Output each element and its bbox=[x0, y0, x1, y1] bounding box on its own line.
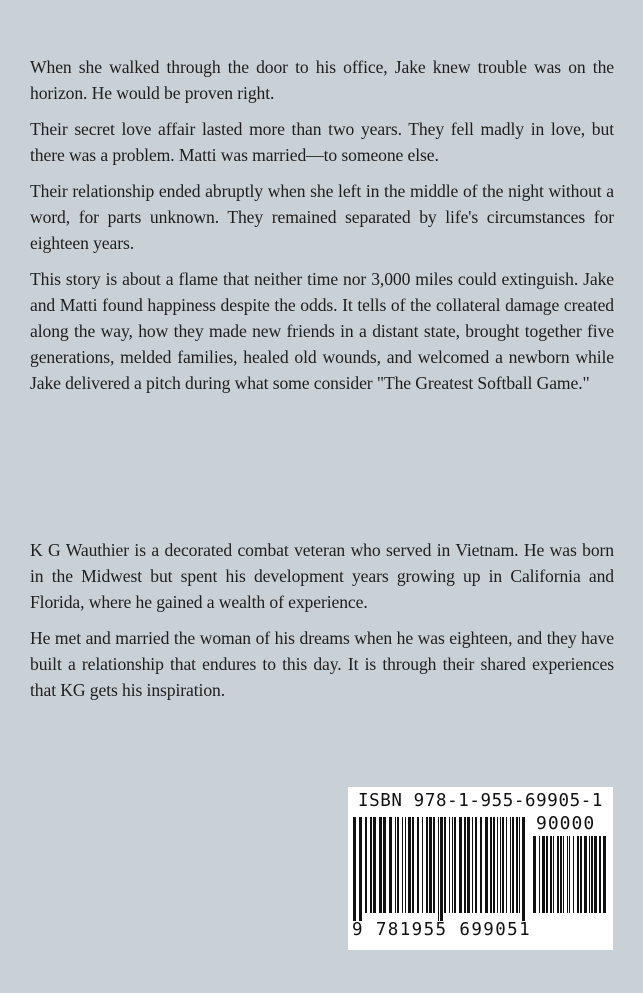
barcode-bar bbox=[580, 836, 582, 913]
barcode-bar bbox=[500, 817, 501, 913]
barcode-bar bbox=[459, 817, 462, 913]
barcode-bar bbox=[573, 836, 574, 913]
barcode-bar bbox=[594, 836, 597, 913]
barcode-bar bbox=[490, 817, 492, 913]
blurb-paragraph: Their secret love affair lasted more than two years. They fell madly in love, but there was a problem. Matti was married—to someone else. bbox=[30, 119, 614, 165]
ean-digits: 9 781955 699051 bbox=[352, 920, 532, 940]
barcode-bar bbox=[383, 817, 386, 913]
barcode-bar bbox=[397, 817, 399, 913]
barcode-bar bbox=[472, 817, 473, 913]
barcode-bar bbox=[506, 817, 507, 913]
back-cover-blurb bbox=[30, 54, 614, 406]
barcode-bar bbox=[502, 817, 504, 913]
barcode-bar bbox=[444, 817, 446, 913]
barcode-bar bbox=[569, 836, 570, 913]
barcode-bar bbox=[591, 836, 593, 913]
barcode-bar bbox=[603, 836, 606, 913]
barcode-bar bbox=[512, 817, 514, 913]
barcode-bar bbox=[542, 836, 545, 913]
barcode-bar bbox=[497, 817, 498, 913]
barcode-bar bbox=[402, 817, 403, 913]
price-code: 90000 bbox=[536, 813, 596, 834]
barcode-bar bbox=[493, 817, 495, 913]
barcode-bar bbox=[417, 817, 419, 913]
barcode-bar bbox=[557, 836, 559, 913]
barcode-bar bbox=[475, 817, 477, 913]
barcode-bar bbox=[546, 836, 548, 913]
barcode-bar bbox=[370, 817, 372, 913]
barcode-bar bbox=[379, 817, 382, 913]
barcode-bar bbox=[584, 836, 587, 913]
barcode-bar bbox=[533, 836, 536, 913]
isbn-label: ISBN 978-1-955-69905-1 bbox=[358, 791, 603, 811]
barcode-bar bbox=[464, 817, 466, 913]
bio-paragraph: He met and married the woman of his dreams when he was eighteen, and they have built a relationship that endures to this day. It is through their shared experiences that KG gets his inspiration. bbox=[30, 628, 614, 700]
barcode-bar bbox=[405, 817, 406, 913]
barcode-bar bbox=[408, 817, 411, 913]
barcode-bar bbox=[567, 836, 568, 913]
barcode-bar bbox=[516, 817, 518, 913]
barcode-bar bbox=[440, 817, 443, 921]
isbn-barcode bbox=[348, 787, 613, 950]
barcode-bar bbox=[510, 817, 511, 913]
barcode-bar bbox=[519, 817, 520, 913]
barcode-bar bbox=[480, 817, 482, 913]
barcode-bar bbox=[359, 817, 362, 921]
barcode-bar bbox=[563, 836, 564, 913]
barcode-bar bbox=[412, 817, 414, 913]
barcode-bar bbox=[577, 836, 579, 913]
barcode-bar bbox=[365, 817, 367, 913]
barcode-bar bbox=[449, 817, 450, 913]
barcode-bar bbox=[522, 817, 525, 921]
barcode-bar bbox=[553, 836, 554, 913]
barcode-bar bbox=[433, 817, 435, 913]
barcode-bar bbox=[426, 817, 428, 913]
barcode-bar bbox=[389, 817, 392, 913]
barcode-bar bbox=[560, 836, 562, 913]
blurb-paragraph: Their relationship ended abruptly when she left in the middle of the night without a word, for parts unknown. They remained separated by life's circumstances for eighteen years. bbox=[30, 181, 614, 253]
barcode-bar bbox=[438, 817, 439, 921]
barcode-bar bbox=[353, 817, 356, 921]
author-bio bbox=[30, 537, 614, 713]
barcode-bar bbox=[452, 817, 453, 913]
blurb-paragraph: This story is about a flame that neither time nor 3,000 miles could extinguish. Jake and Matti found happiness despite the odds. It tells of the collateral damage created along the way, how they made new friends in a distant state, brought together five generations, melded families, healed old wounds, and welcomed a newborn while Jake delivered a pitch during what some consider "The Greatest Softball Game." bbox=[30, 269, 614, 393]
barcode-bar bbox=[422, 817, 423, 913]
bio-paragraph: K G Wauthier is a decorated combat veteran who served in Vietnam. He was born in the Midwest but spent his development years growing up in California and Florida, where he gained a wealth of experience. bbox=[30, 540, 614, 612]
barcode-bar bbox=[589, 836, 590, 913]
barcode-bar bbox=[550, 836, 552, 913]
barcode-bar bbox=[599, 836, 601, 913]
ean-barcode-bars-icon bbox=[352, 817, 528, 921]
addon-barcode-bars-icon bbox=[532, 836, 606, 921]
blurb-paragraph: When she walked through the door to his office, Jake knew trouble was on the horizon. He would be proven right. bbox=[30, 57, 614, 103]
barcode-bar bbox=[454, 817, 456, 913]
barcode-bar bbox=[395, 817, 396, 913]
barcode-bar bbox=[373, 817, 376, 913]
barcode-bar bbox=[467, 817, 470, 913]
barcode-bar bbox=[485, 817, 488, 913]
barcode-bar bbox=[429, 817, 432, 913]
barcode-bar bbox=[539, 836, 540, 913]
